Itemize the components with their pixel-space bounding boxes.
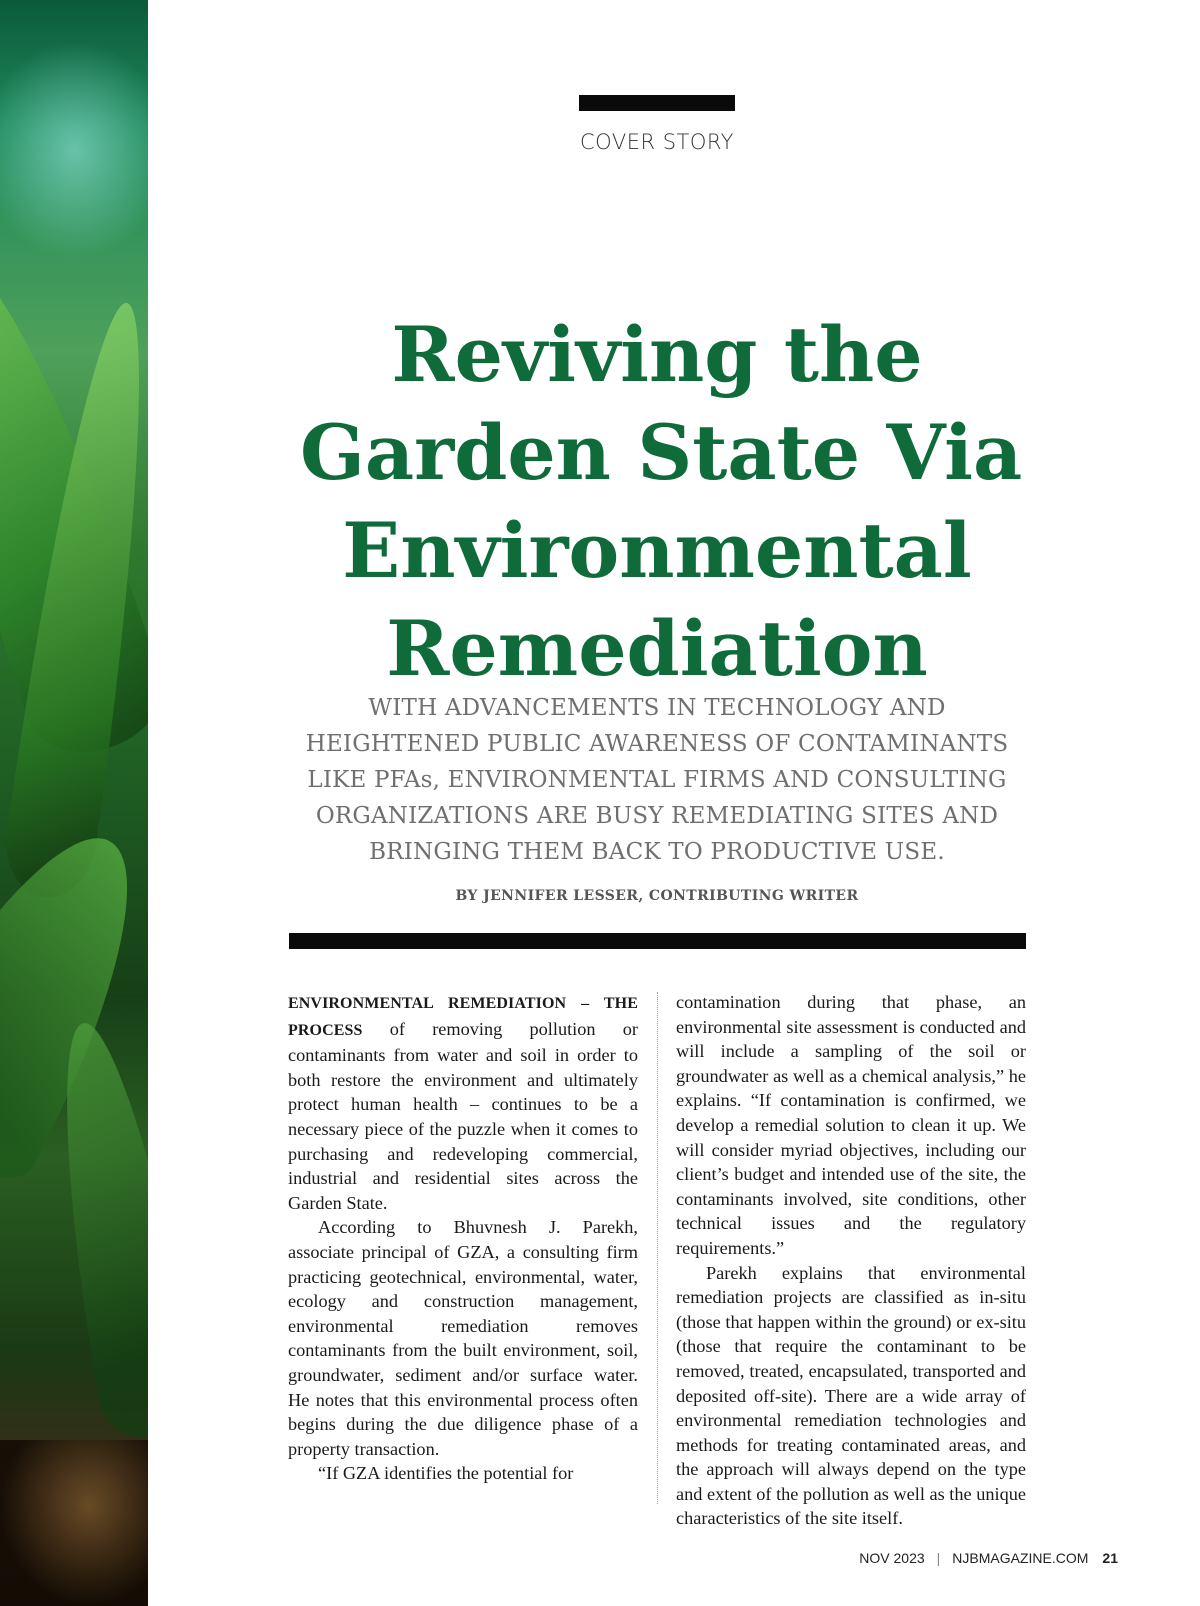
deck-line: BRINGING THEM BACK TO PRODUCTIVE USE. bbox=[369, 839, 945, 865]
headline-line: Remediation bbox=[386, 604, 928, 693]
lead-in: ENVIRONMENTAL REMEDIATION – THE PROCESS bbox=[288, 995, 638, 1039]
body-column-right bbox=[676, 990, 1026, 1531]
website-link[interactable]: NJBMAGAZINE.COM bbox=[952, 1550, 1089, 1566]
headline bbox=[300, 306, 1023, 698]
body-paragraph-continued: contamination during that phase, an environmental site assessment is conducted and will include a sampling of the soil or groundwater as well as a chemical analysis,” he explains. “If contamination is confirmed, we develop a remedial solution to clean it up. We will consider myriad objectives, including our client’s budget and intended use of the site, the contaminants involved, site conditions, other technical issues and the regulatory requirements.” bbox=[676, 992, 1026, 1258]
cover-photo-strip bbox=[0, 0, 148, 1606]
divider-bar bbox=[289, 933, 1026, 949]
page-number: 21 bbox=[1102, 1550, 1118, 1566]
column-divider bbox=[657, 992, 658, 1504]
section-label: COVER STORY bbox=[580, 130, 734, 154]
issue-date: NOV 2023 bbox=[859, 1550, 925, 1566]
body-paragraph: “If GZA identifies the potential for bbox=[318, 1463, 574, 1484]
body-paragraph bbox=[288, 990, 638, 1215]
photo-soil bbox=[0, 1440, 148, 1606]
deck-subheading bbox=[300, 690, 1014, 870]
body-paragraph: According to Bhuvnesh J. Parekh, associate principal of GZA, a consulting firm practicing geotechnical, environmental, water, ecology and construction management, environmental remediation removes contaminants from the built environment, soil, groundwater, sediment and/or surface water. He notes that this environmental process often begins during the due diligence phase of a property transaction. bbox=[288, 1217, 638, 1459]
photo-light-glow bbox=[0, 40, 148, 260]
headline-line: Garden State Via bbox=[300, 408, 1023, 497]
body-text: of removing pollution or contaminants from water and soil in order to both restore the environment and ultimately protect human health – continues to be a necessary piece of the puzzle when it comes to purchasing and redeveloping commercial, industrial and residential sites across the Garden State. bbox=[288, 1018, 638, 1213]
headline-line: Environmental bbox=[342, 506, 972, 595]
section-top-bar bbox=[579, 95, 735, 111]
deck-line: ORGANIZATIONS ARE BUSY REMEDIATING SITES AND bbox=[315, 803, 999, 829]
headline-line: Reviving the bbox=[391, 310, 923, 399]
folio-separator: | bbox=[936, 1550, 941, 1566]
deck-line: WITH ADVANCEMENTS IN TECHNOLOGY AND bbox=[368, 695, 946, 721]
byline: BY JENNIFER LESSER, CONTRIBUTING WRITER bbox=[455, 888, 859, 904]
page-folio bbox=[700, 1550, 1118, 1566]
body-paragraph: Parekh explains that environmental remediation projects are classified as in-situ (those that happen within the ground) or ex-situ (those that require the contaminant to be removed, treated, encapsulated, transported and deposited off-site). There are a wide array of environmental remediation technologies and methods for treating contaminated areas, and the approach will always depend on the type and extent of the pollution as well as the unique characteristics of the site itself. bbox=[676, 1262, 1026, 1529]
deck-line: HEIGHTENED PUBLIC AWARENESS OF CONTAMINANTS bbox=[305, 731, 1009, 757]
body-column-left bbox=[288, 990, 638, 1486]
deck-line: LIKE PFAs, ENVIRONMENTAL FIRMS AND CONSULTING bbox=[307, 767, 1007, 793]
